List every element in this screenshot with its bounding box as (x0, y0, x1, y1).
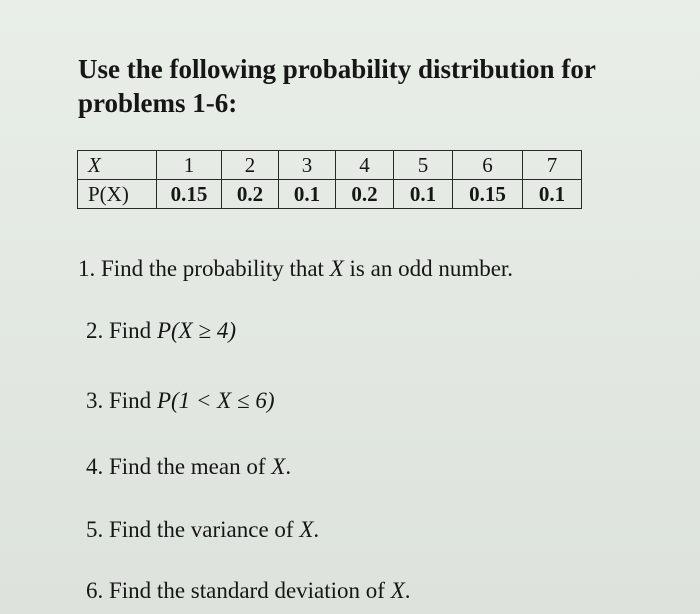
problem-3 (86, 388, 275, 414)
x-value-cell: 4 (336, 151, 394, 180)
p-label-cell: P(X) (78, 180, 157, 209)
math-expression: P(1 < X ≤ 6) (156, 388, 275, 413)
x-values-row (78, 151, 582, 180)
problem-number: 6. (86, 578, 104, 603)
problem-text: Find (109, 388, 157, 413)
probabilities-row (78, 180, 582, 209)
x-label-cell (78, 151, 157, 180)
problem-text: Find the standard deviation of (109, 578, 391, 603)
problem-4 (86, 454, 291, 480)
problem-2 (86, 318, 236, 344)
p-value-cell: 0.15 (157, 180, 222, 209)
problem-text: is an odd number. (343, 256, 514, 281)
problem-number: 3. (86, 388, 104, 413)
x-value-cell: 1 (157, 151, 222, 180)
x-value-cell: 2 (222, 151, 279, 180)
problem-1 (78, 256, 513, 282)
math-expression: P(X ≥ 4) (156, 318, 236, 343)
x-value-cell: 7 (523, 151, 582, 180)
problem-number: 5. (86, 517, 104, 542)
problem-text: Find the variance of (109, 517, 300, 542)
problem-text: Find the probability that (101, 256, 330, 281)
x-label: X (88, 152, 101, 177)
problem-number: 2. (86, 318, 104, 343)
problem-text: . (313, 517, 320, 542)
p-value-cell: 0.1 (394, 180, 453, 209)
probability-distribution-table (77, 150, 582, 209)
x-value-cell: 3 (279, 151, 336, 180)
problem-number: 1. (78, 256, 96, 281)
p-value-cell: 0.15 (453, 180, 523, 209)
variable-x: X (299, 517, 314, 542)
variable-x: X (390, 578, 405, 603)
x-value-cell: 6 (453, 151, 523, 180)
p-value-cell: 0.2 (336, 180, 394, 209)
problem-text: Find (109, 318, 157, 343)
x-value-cell: 5 (394, 151, 453, 180)
problem-text: . (285, 454, 292, 479)
problem-5 (86, 517, 319, 543)
problem-6 (86, 578, 411, 604)
p-value-cell: 0.1 (523, 180, 582, 209)
p-value-cell: 0.1 (279, 180, 336, 209)
p-value-cell: 0.2 (222, 180, 279, 209)
problem-text: . (404, 578, 411, 603)
problem-number: 4. (86, 454, 104, 479)
variable-x: X (271, 454, 286, 479)
problem-text: Find the mean of (109, 454, 272, 479)
variable-x: X (329, 256, 344, 281)
instructions-heading: Use the following probability distribution for problems 1-6: (78, 54, 596, 118)
